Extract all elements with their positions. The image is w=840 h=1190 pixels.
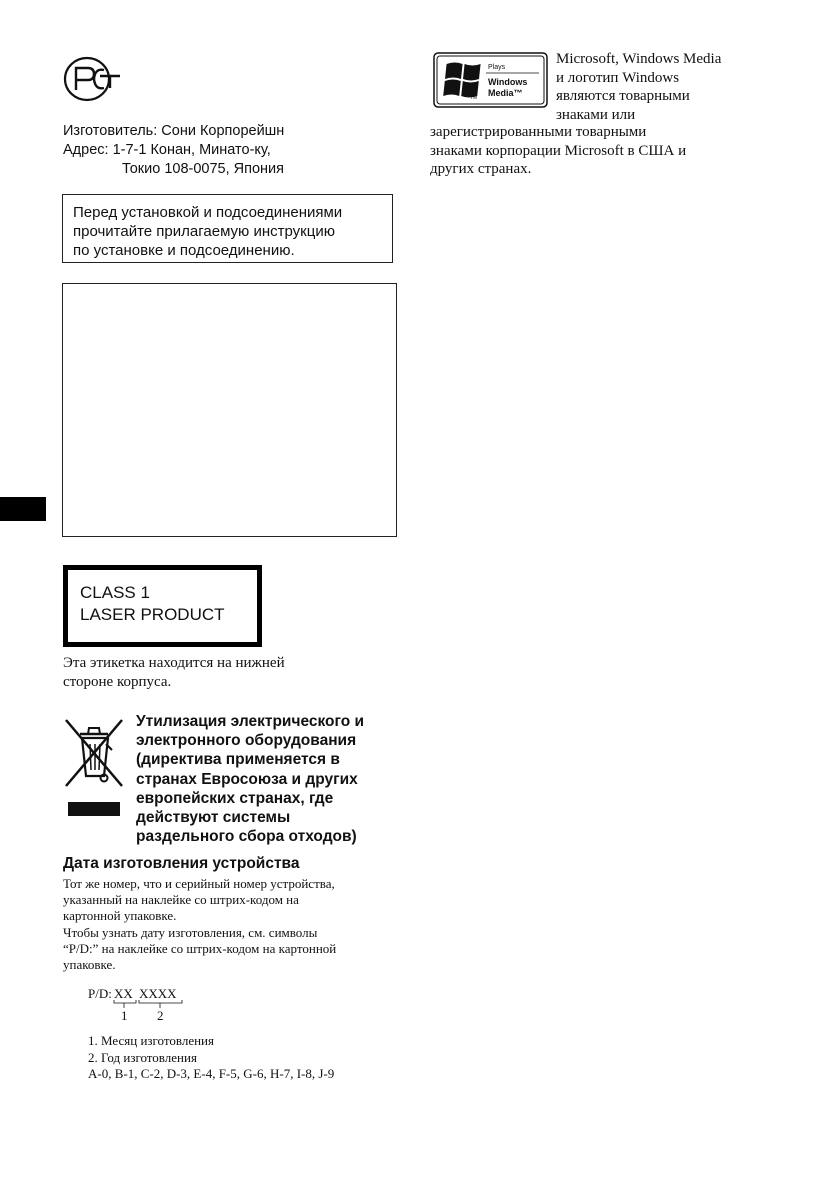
windows-text: Windows: [488, 77, 528, 87]
weee-line: странах Евросоюза и других: [136, 770, 358, 788]
address-line-2: Токио 108-0075, Япония: [122, 161, 285, 177]
laser-product-text: LASER PRODUCT: [80, 605, 225, 624]
trademark-line: являются товарными: [556, 88, 690, 104]
legend-line: A-0, B-1, C-2, D-3, E-4, F-5, G-6, H-7, I-8, J-9: [88, 1066, 335, 1081]
address-label: Адрес:: [63, 142, 109, 158]
windows-media-logo-icon: [433, 52, 548, 108]
weee-line: (директива применяется в: [136, 751, 340, 769]
date-line: “P/D:” на наклейке со штрих-кодом на картонной: [63, 940, 337, 956]
address-line-1: 1-7-1 Конан, Минато-ку,: [112, 142, 271, 158]
trademark-line: других странах.: [430, 161, 532, 177]
section-tab-marker: [0, 497, 46, 521]
trademark-line: знаками корпорации Microsoft в США и: [430, 142, 687, 159]
weee-line: раздельного сбора отходов): [136, 828, 357, 846]
date-line: картонной упаковке.: [63, 908, 177, 924]
trademark-line: зарегистрированными товарными: [430, 124, 647, 140]
note-line: Эта этикетка находится на нижней: [63, 655, 285, 671]
notice-line: по установке и подсоединению.: [73, 242, 295, 259]
media-text: Media™: [488, 88, 523, 98]
manufacturer-label: Изготовитель:: [63, 123, 158, 139]
weee-line: Утилизация электрического и: [136, 713, 365, 730]
installation-notice-box: [62, 194, 393, 263]
trademark-line: Microsoft, Windows Media: [556, 51, 722, 67]
laser-class-text: CLASS 1: [80, 583, 150, 602]
note-line: стороне корпуса.: [63, 674, 172, 690]
weee-line: действуют системы: [136, 809, 291, 827]
notice-line: прочитайте прилагаемую инструкцию: [73, 223, 335, 240]
legend-line: 2. Год изготовления: [88, 1049, 197, 1065]
manufacture-date-heading: Дата изготовления устройства: [63, 855, 300, 872]
date-line: Тот же номер, что и серийный номер устройства,: [63, 876, 335, 891]
pd-code-diagram: [88, 985, 198, 1025]
crossed-out-bin-icon: [62, 714, 126, 818]
trademark-text-top: [556, 50, 721, 124]
trademark-text-bottom: [430, 123, 760, 179]
label-location-note: [63, 654, 363, 692]
date-line: Чтобы узнать дату изготовления, см. символы: [63, 924, 318, 940]
manufacture-date-description: [63, 876, 393, 973]
manufacturer-info: [63, 122, 284, 179]
notice-line: Перед установкой и подсоединениями: [73, 204, 343, 221]
plays-text: Plays: [488, 64, 506, 71]
pd-year-code: XXXX: [139, 986, 177, 1001]
date-line: упаковке.: [63, 957, 116, 973]
pd-code-legend: [88, 1033, 334, 1083]
callout-1: 1: [121, 1008, 128, 1023]
manufacturer-name: Сони Корпорейшн: [161, 123, 285, 139]
laser-product-label: [63, 565, 262, 647]
trademark-line: и логотип Windows: [556, 69, 680, 86]
date-line: указанный на наклейке со штрих-кодом на: [63, 892, 299, 908]
legend-line: 1. Месяц изготовления: [88, 1033, 214, 1048]
pct-certification-logo-icon: [62, 54, 124, 104]
weee-line: электронного оборудования: [136, 732, 357, 750]
empty-framed-box: [62, 283, 397, 537]
weee-heading: [136, 712, 401, 846]
tm-mark: TM: [470, 95, 478, 101]
callout-2: 2: [157, 1008, 164, 1023]
weee-line: европейских странах, где: [136, 789, 334, 807]
trademark-line: знаками или: [556, 106, 636, 123]
pd-prefix: P/D:: [88, 986, 112, 1001]
pd-month-code: XX: [114, 986, 133, 1001]
